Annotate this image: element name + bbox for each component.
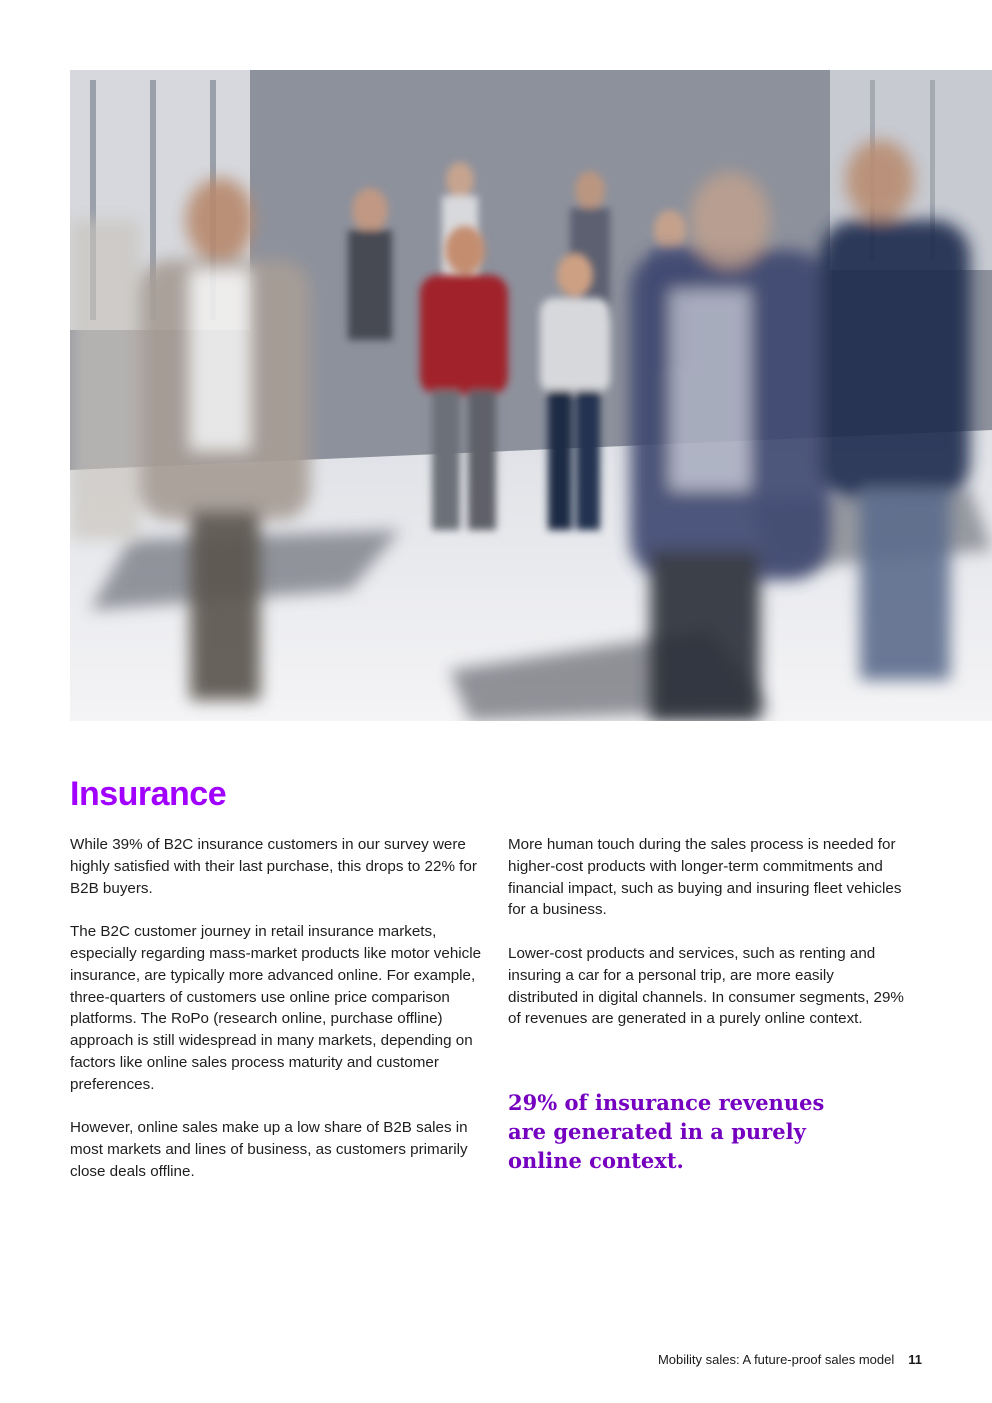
paragraph: Lower-cost products and services, such as renting and insuring a car for a personal trip, are more easily distributed in digital channels. In consumer segments, 29% of revenues are generated in a purely online context. (508, 944, 904, 1028)
footer-doc-title: Mobility sales: A future-proof sales model (657, 1352, 895, 1367)
paragraph: However, online sales make up a low share of B2B sales in most markets and lines of business, as customers primarily close deals offline. (70, 1119, 468, 1180)
page-number: 11 (908, 1352, 922, 1367)
right-column (508, 834, 908, 1052)
pull-quote: 29% of insurance revenues are generated in a purely online context. (508, 1090, 825, 1173)
left-column (70, 834, 482, 1205)
hero-image (70, 70, 992, 721)
crowd-photo-illustration (70, 70, 992, 721)
paragraph: More human touch during the sales process is needed for higher-cost products with longer-term commitments and financial impact, such as buying and insuring fleet vehicles for a business. (508, 836, 902, 919)
page-footer (560, 1352, 922, 1367)
paragraph: While 39% of B2C insurance customers in our survey were highly satisfied with their last purchase, this drops to 22% for B2B buyers. (70, 836, 477, 897)
section-title: Insurance (70, 775, 227, 813)
paragraph: The B2C customer journey in retail insurance markets, especially regarding mass-market products like motor vehicle insurance, are typically more advanced online. For example, three-quarters of customers use online price comparison platforms. The RoPo (research online, purchase offline) approach is still widespread in many markets, depending on factors like online sales process maturity and customer preferences. (70, 923, 482, 1093)
